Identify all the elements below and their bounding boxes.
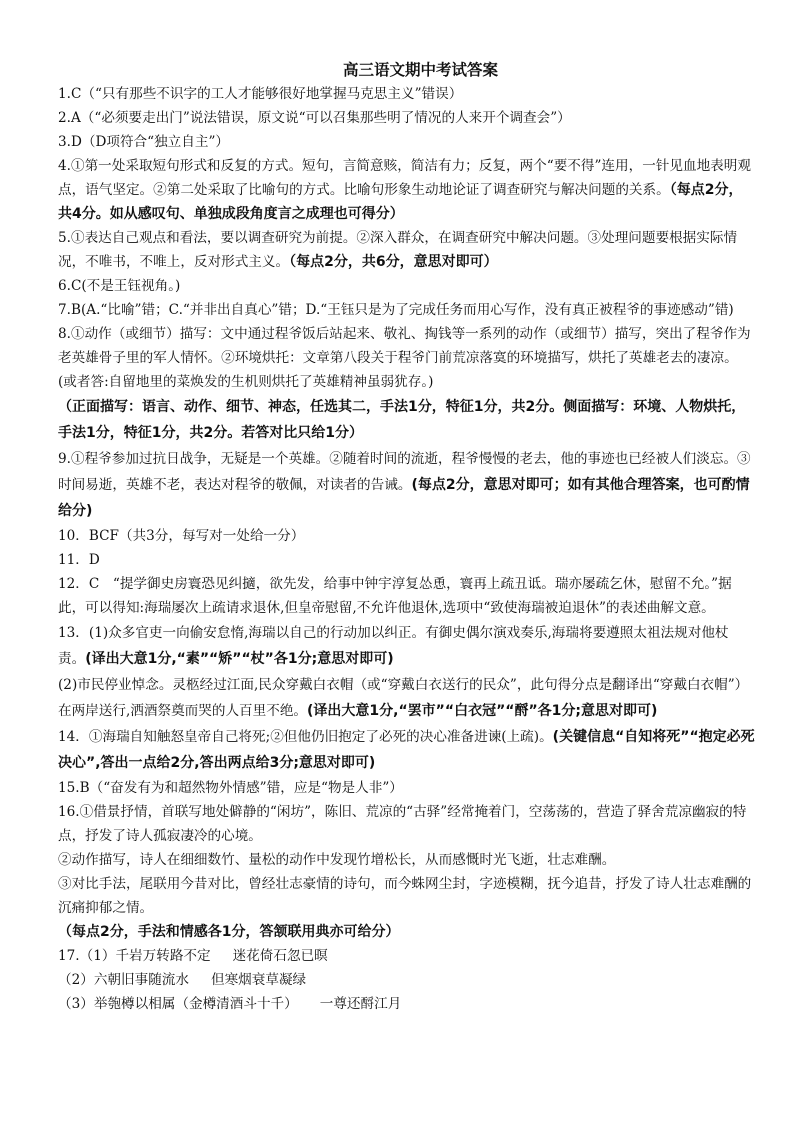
answer-10: 10．BCF（共3分，每写对一处给一分） bbox=[58, 528, 305, 544]
answer-13-1 bbox=[58, 620, 755, 672]
answer-17-line-3-first: （3）举匏樽以相属（金樽清酒斗十千） bbox=[58, 996, 298, 1012]
answer-17-line-1-second: 迷花倚石忽已暝 bbox=[232, 948, 328, 964]
answer-17-line-3-second: 一尊还酹江月 bbox=[319, 996, 402, 1012]
answer-8: 8.①动作（或细节）描写：文中通过程爷饭后站起来、敬礼、掏钱等一系列的动作（或细节）描写，突出了程爷作为老英雄骨子里的军人情怀。②环境烘托：文章第八段关于程爷门前荒凉落寞的环境描写，烘托了英雄老去的凄凉。(或者答:自留地里的菜焕发的生机则烘托了英雄精神虽弱犹存。) bbox=[58, 326, 751, 390]
answer-9-text: 9.①程爷参加过抗日战争，无疑是一个英雄。②随着时间的流逝，程爷慢慢的老去，他的事迹也已经被人们淡忘。③时间易逝，英雄不老，表达对程爷的敬佩，对读者的告诫。 bbox=[58, 451, 751, 493]
answer-16-point-3: ③对比手法，尾联用今昔对比，曾经壮志豪情的诗句，而今蛛网尘封，字迹模糊，抚今追昔，抒发了诗人壮志难酬的沉痛抑郁之情。 bbox=[58, 876, 752, 916]
answer-13-2-score: (译出大意1分,“罢市”“白衣冠”“酹”各1分;意思对即可) bbox=[307, 703, 658, 719]
answer-13-1-score: (译出大意1分,“素”“矫”“杖”各1分;意思对即可) bbox=[85, 651, 394, 667]
answer-17-line-1 bbox=[58, 944, 755, 968]
answer-16-score: （每点2分，手法和情感各1分，答颔联用典亦可给分） bbox=[58, 924, 400, 940]
answer-7: 7.B(A.“比喻”错；C.“并非出自真心”错；D.“王钰只是为了完成任务而用心写作，没有真正被程爷的事迹感动”错) bbox=[58, 302, 734, 318]
answer-8-score: （正面描写：语言、动作、细节、神态，任选其二，手法1分，特征1分，共2分。侧面描写：环境、人物烘托，手法1分，特征1分，共2分。若答对比只给1分） bbox=[58, 399, 746, 441]
answer-2: 2.A（“必须要走出门”说法错误，原文说“可以召集那些明了情况的人来开个调查会”） bbox=[58, 110, 571, 126]
answer-15: 15.B（“奋发有为和超然物外情感”错，应是“物是人非”） bbox=[58, 780, 403, 796]
answer-17-line-3 bbox=[58, 992, 755, 1016]
answer-12: 12．C “提学御史房寰恐见纠擿，欲先发，给事中钟宇淳复怂恿，寰再上疏丑诋。瑞亦屡疏乞休，慰留不允。”据此，可以得知:海瑞屡次上疏请求退休,但皇帝慰留,不允许他退休,选项中“致使海瑞被迫退休”的表述曲解文意。 bbox=[58, 576, 732, 616]
answer-13-2 bbox=[58, 672, 755, 724]
answer-17-line-2 bbox=[58, 968, 755, 992]
answer-5-score: （每点2分，共6分，意思对即可） bbox=[289, 254, 498, 270]
answer-4 bbox=[58, 154, 755, 226]
answer-1: 1.C（“只有那些不识字的工人才能够很好地掌握马克思主义”错误） bbox=[58, 86, 463, 102]
answer-13-2-text: (2)市民停业悼念。灵柩经过江面,民众穿戴白衣帽（或“穿戴白衣送行的民众”，此句得分点是翻译出“穿戴白衣帽”）在两岸送行,洒酒祭奠而哭的人百里不绝。 bbox=[58, 677, 749, 719]
answer-5 bbox=[58, 226, 755, 274]
answer-14-score: (关键信息“自知将死”“抱定必死决心”,答出一点给2分,答出两点给3分;意思对即可) bbox=[58, 729, 755, 771]
answer-16-point-1: 16.①借景抒情，首联写地处僻静的“闲坊”，陈旧、荒凉的“古驿”经常掩着门，空荡荡的，营造了驿舍荒凉幽寂的特点，抒发了诗人孤寂凄冷的心境。 bbox=[58, 804, 747, 844]
answer-13-1-text: 13．(1)众多官吏一向偷安怠惰,海瑞以自己的行动加以纠正。有御史偶尔演戏奏乐,海瑞将要遵照太祖法规对他杖责。 bbox=[58, 625, 729, 667]
answer-17-line-2-first: （2）六朝旧事随流水 bbox=[58, 972, 189, 988]
answer-17-line-2-second: 但寒烟衰草凝绿 bbox=[211, 972, 307, 988]
answer-3: 3.D（D项符合“独立自主”） bbox=[58, 134, 230, 150]
answer-16-point-2: ②动作描写，诗人在细细数竹、量松的动作中发现竹增松长，从而感慨时光飞逝，壮志难酬。 bbox=[58, 852, 616, 868]
answer-14 bbox=[58, 724, 755, 776]
answer-11: 11．D bbox=[58, 552, 100, 568]
page-title: 高三语文期中考试答案 bbox=[342, 61, 498, 79]
answer-5-text: 5.①表达自己观点和看法，要以调查研究为前提。②深入群众，在调查研究中解决问题。③处理问题要根据实际情况，不唯书，不唯上，反对形式主义。 bbox=[58, 230, 738, 270]
answer-9-score: (每点2分，意思对即可；如有其他合理答案，也可酌情给分) bbox=[58, 477, 750, 519]
answer-4-text: 4.①第一处采取短句形式和反复的方式。短句，言简意赅，简洁有力；反复，两个“要不得”连用，一针见血地表明观点，语气坚定。②第二处采取了比喻句的方式。比喻句形象生动地论证了调查研究与解决问题的关系。 bbox=[58, 158, 751, 198]
answer-14-text: 14．①海瑞自知触怒皇帝自己将死;②但他仍旧抱定了必死的决心准备进谏(上疏)。 bbox=[58, 729, 553, 745]
answer-4-score: （每点2分，共4分。如从感叹句、单独成段角度言之成理也可得分） bbox=[58, 182, 743, 222]
answer-17-line-1-first: 17.（1）千岩万转路不定 bbox=[58, 948, 211, 964]
answer-9 bbox=[58, 446, 755, 524]
answer-6: 6.C(不是王钰视角。) bbox=[58, 278, 181, 294]
